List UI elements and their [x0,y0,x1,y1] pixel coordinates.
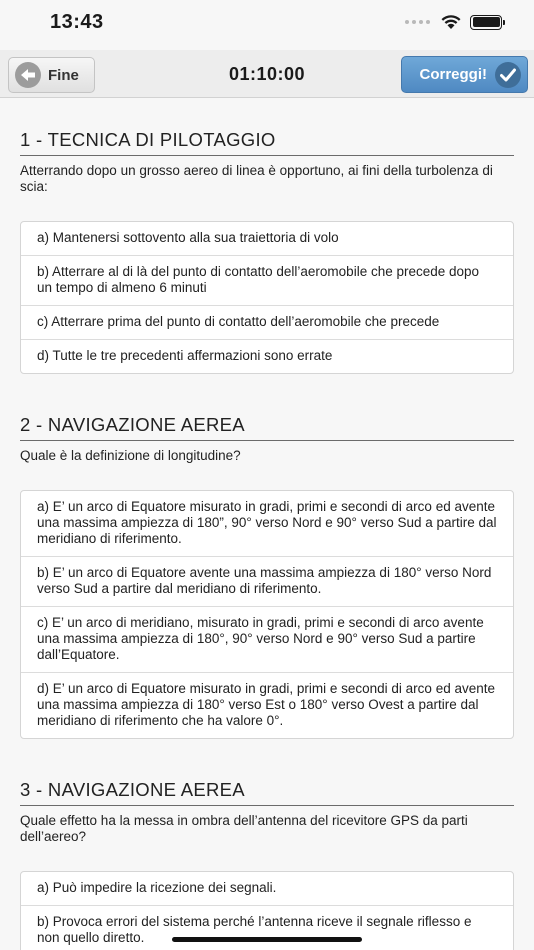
exam-timer: 01:10:00 [228,64,306,84]
answer-list [20,221,514,374]
status-icons [405,14,502,30]
answer-option-a[interactable]: a) Può impedire la ricezione dei segnali. [37,880,277,895]
answer-option-b[interactable]: b) Atterrare al di là del punto di contatto dell’aeromobile che precede dopo un tempo di almeno 6 minuti [21,255,513,305]
answer-option-d[interactable]: d) Tutte le tre precedenti affermazioni sono errate [21,339,513,373]
status-bar [0,0,534,50]
question-3 [20,779,514,950]
checkmark-icon [495,62,521,88]
answer-option-b[interactable]: b) Provoca errori del sistema perché l’antenna riceve il segnale riflesso e non quello diretto. [21,905,513,950]
correggi-button-label: Correggi! [419,66,487,83]
home-indicator[interactable] [172,937,362,942]
question-title: 1 - TECNICA DI PILOTAGGIO [20,129,514,156]
questions-list [20,99,514,950]
question-title: 3 - NAVIGAZIONE AEREA [20,779,514,806]
answer-option-d[interactable]: d) E’ un arco di Equatore misurato in gradi, primi e secondi di arco ed avente una massima ampiezza di 180° verso Est o 180° verso Ovest a partire dal meridiano di riferimento che ha valore 0°. [21,672,513,738]
question-text: Quale effetto ha la messa in ombra dell’antenna del ricevitore GPS da parti dell’aereo? [20,813,468,844]
question-text: Atterrando dopo un grosso aereo di linea è opportuno, ai fini della turbolenza di scia: [20,163,493,194]
answer-option-a[interactable]: a) E’ un arco di Equatore misurato in gradi, primi e secondi di arco ed avente una massima ampiezza di 180”, 90° verso Nord e 90° verso Sud a partire dal meridiano di riferimento. [37,499,497,546]
question-text: Quale è la definizione di longitudine? [20,448,241,463]
toolbar [0,50,534,98]
cellular-signal-icon [405,20,430,24]
question-1 [20,129,514,374]
battery-icon [470,15,502,30]
answer-list [20,490,514,739]
answer-option-b[interactable]: b) E’ un arco di Equatore avente una massima ampiezza di 180° verso Nord verso Sud a partire dal meridiano di riferimento. [21,556,513,606]
question-2 [20,414,514,739]
answer-option-c[interactable]: c) E’ un arco di meridiano, misurato in gradi, primi e secondi di arco avente una massima ampiezza di 180°, 90° verso Nord e 90° verso Sud a partire dall’Equatore. [21,606,513,672]
fine-button-label: Fine [48,66,79,84]
wifi-icon [440,14,462,30]
status-time: 13:43 [50,11,104,33]
question-title: 2 - NAVIGAZIONE AEREA [20,414,514,441]
correggi-button[interactable] [401,56,528,93]
answer-option-a[interactable]: a) Mantenersi sottovento alla sua traiettoria di volo [37,230,339,245]
answer-option-c[interactable]: c) Atterrare prima del punto di contatto dell’aeromobile che precede [21,305,513,339]
